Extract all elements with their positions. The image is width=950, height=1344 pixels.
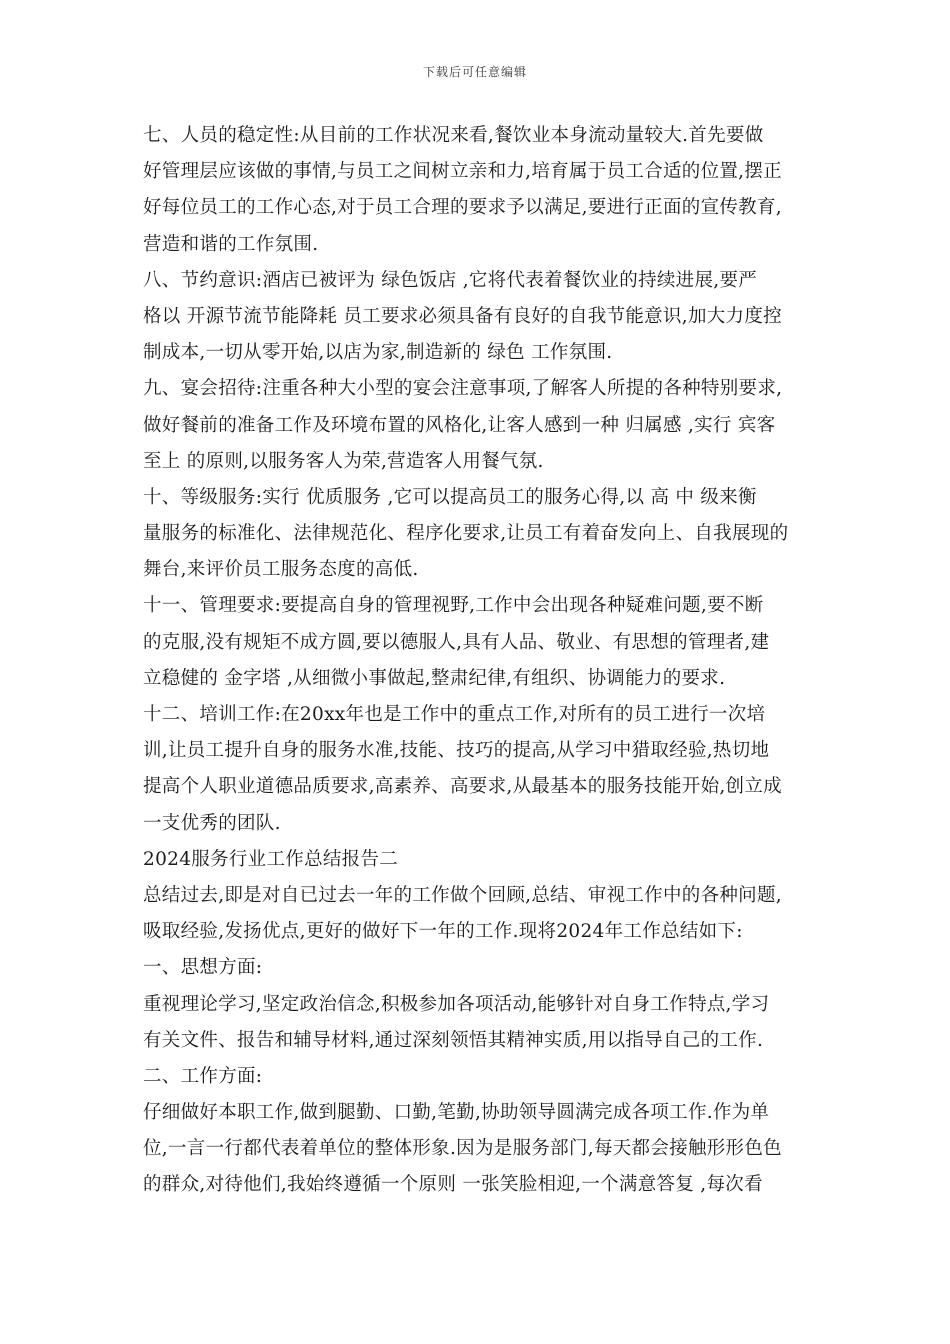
section-title: 2024服务行业工作总结报告二 xyxy=(143,848,399,870)
text-line: 七、人员的稳定性:从目前的工作状况来看,餐饮业本身流动量较大.首先要做 xyxy=(143,125,764,146)
text-line: 十二、培训工作:在20xx年也是工作中的重点工作,对所有的员工进行一次培 xyxy=(143,704,766,725)
text-line: 十一、管理要求:要提高自身的管理视野,工作中会出现各种疑难问题,要不断 xyxy=(143,595,764,617)
text-line: 重视理论学习,坚定政治信念,积极参加各项活动,能够针对自身工作特点,学习 xyxy=(143,993,770,1015)
text-line: 至上 的原则,以服务客人为荣,营造客人用餐气氛. xyxy=(143,450,544,472)
text-line: 的群众,对待他们,我始终遵循一个原则 一张笑脸相迎,一个满意答复 ,每次看 xyxy=(143,1174,763,1196)
text-line: 吸取经验,发扬优点,更好的做好下一年的工作.现将2024年工作总结如下: xyxy=(143,921,743,943)
text-line: 仔细做好本职工作,做到腿勤、口勤,笔勤,协助领导圆满完成各项工作.作为单 xyxy=(143,1102,770,1124)
text-line: 总结过去,即是对自已过去一年的工作做个回顾,总结、审视工作中的各种问题, xyxy=(143,884,782,906)
text-line: 格以 开源节流节能降耗 员工要求必须具备有良好的自我节能意识,加大力度控 xyxy=(143,305,782,327)
text-line: 立稳健的 金字塔 ,从细微小事做起,整肃纪律,有组织、协调能力的要求. xyxy=(143,667,726,689)
text-line: 好管理层应该做的事情,与员工之间树立亲和力,培育属于员工合适的位置,摆正 xyxy=(143,161,782,183)
text-line: 八、节约意识:酒店已被评为 绿色饭店 ,它将代表着餐饮业的持续进展,要严 xyxy=(143,269,758,291)
text-line: 量服务的标准化、法律规范化、程序化要求,让员工有着奋发向上、自我展现的 xyxy=(143,523,789,545)
text-line: 舞台,来评价员工服务态度的高低. xyxy=(143,559,419,581)
text-line: 训,让员工提升自身的服务水准,技能、技巧的提高,从学习中猎取经验,热切地 xyxy=(143,740,770,762)
text-line: 二、工作方面: xyxy=(143,1065,263,1087)
text-line: 一、思想方面: xyxy=(143,957,263,979)
text-line: 九、宴会招待:注重各种大小型的宴会注意事项,了解客人所提的各种特别要求, xyxy=(143,378,783,400)
text-line: 位,一言一行都代表着单位的整体形象.因为是服务部门,每天都会接触形形色色 xyxy=(143,1138,782,1160)
text-line: 营造和谐的工作氛围. xyxy=(143,233,319,255)
text-line: 制成本,一切从零开始,以店为家,制造新的 绿色 工作氛围. xyxy=(143,342,613,364)
text-line: 提高个人职业道德品质要求,高素养、高要求,从最基本的服务技能开始,创立成 xyxy=(143,776,782,798)
page-header: 下载后可任意编辑 xyxy=(422,65,527,79)
text-line: 一支优秀的团队. xyxy=(143,812,281,834)
text-line: 好每位员工的工作心态,对于员工合理的要求予以满足,要进行正面的宣传教育, xyxy=(143,197,782,219)
text-line: 做好餐前的准备工作及环境布置的风格化,让客人感到一种 归属感 ,实行 宾客 xyxy=(143,414,776,436)
text-line: 十、等级服务:实行 优质服务 ,它可以提高员工的服务心得,以 高 中 级来衡 xyxy=(143,486,757,508)
document-body xyxy=(143,118,815,1204)
text-line: 有关文件、报告和辅导材料,通过深刻领悟其精神实质,用以指导自己的工作. xyxy=(143,1029,764,1051)
text-line: 的克服,没有规矩不成方圆,要以德服人,具有人品、敬业、有思想的管理者,建 xyxy=(143,631,770,653)
